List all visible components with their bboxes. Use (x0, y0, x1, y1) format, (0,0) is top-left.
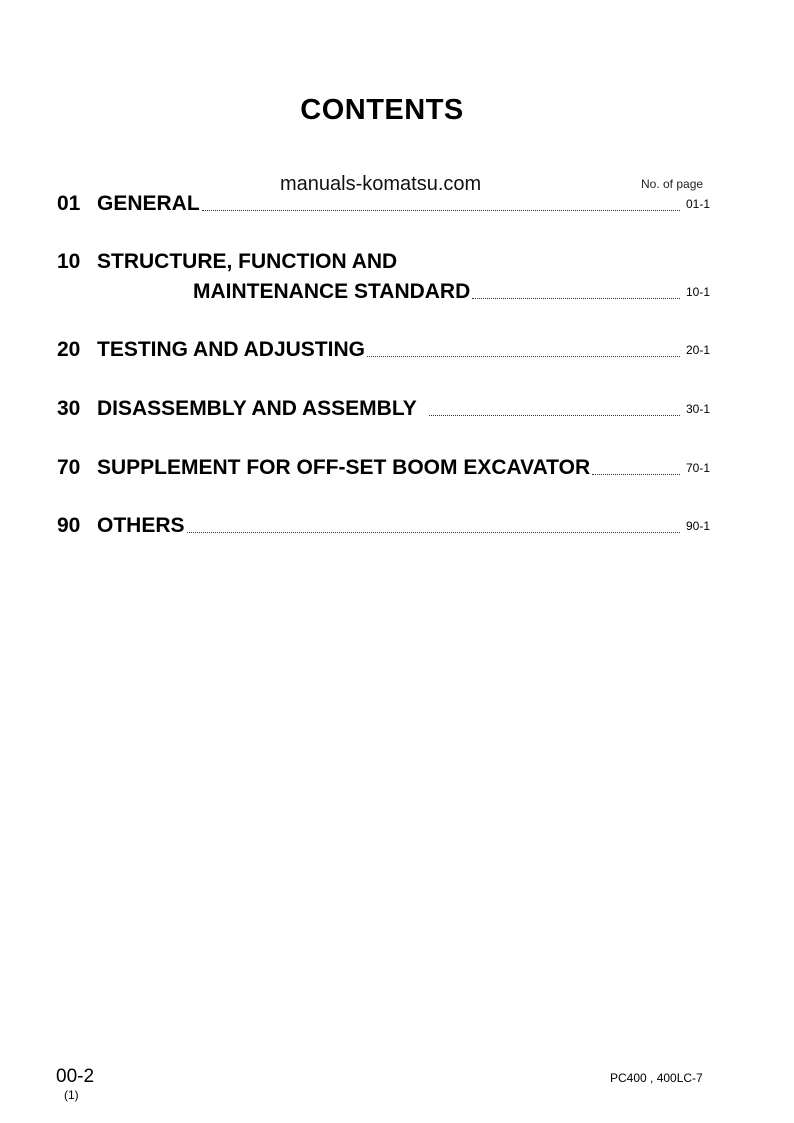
toc-entry-structure[interactable] (57, 278, 710, 306)
toc-title: MAINTENANCE STANDARD (193, 280, 471, 303)
no-of-page-header: No. of page (641, 177, 704, 191)
toc-entry-supplement[interactable] (57, 454, 710, 482)
toc-page-number: 90-1 (685, 519, 710, 533)
page-title: CONTENTS (300, 94, 464, 126)
toc-number: 70 (57, 456, 81, 479)
toc-number: 01 (57, 192, 81, 215)
dot-leader (202, 210, 680, 211)
toc-page-number: 30-1 (685, 402, 710, 416)
toc-page-number: 10-1 (685, 285, 710, 299)
watermark-text: manuals-komatsu.com (280, 173, 482, 195)
footer-page-number: 00-2 (56, 1066, 95, 1087)
dot-leader (472, 298, 680, 299)
toc-number: 30 (57, 397, 81, 420)
toc-entry-structure-line1[interactable] (57, 248, 397, 276)
dot-leader (187, 532, 680, 533)
toc-entry-testing[interactable] (57, 336, 710, 364)
footer-model: PC400 , 400LC-7 (610, 1071, 703, 1085)
toc-page-number: 70-1 (685, 461, 710, 475)
toc-title: TESTING AND ADJUSTING (97, 338, 365, 361)
toc-number: 10 (57, 250, 81, 273)
footer-revision: (1) (64, 1088, 79, 1102)
dot-leader (367, 356, 680, 357)
toc-title: OTHERS (97, 514, 185, 537)
toc-title: GENERAL (97, 192, 200, 215)
toc-page-number: 20-1 (685, 343, 710, 357)
toc-title-line1: STRUCTURE, FUNCTION AND (97, 250, 398, 273)
toc-title: SUPPLEMENT FOR OFF-SET BOOM EXCAVATOR (97, 456, 591, 479)
toc-number: 90 (57, 514, 81, 537)
toc-page-number: 01-1 (685, 197, 710, 211)
dot-leader (592, 474, 680, 475)
toc-entry-others[interactable] (57, 512, 710, 540)
toc-entry-general[interactable] (57, 190, 710, 218)
toc-number: 20 (57, 338, 81, 361)
toc-entry-disassembly[interactable] (57, 395, 710, 423)
dot-leader (429, 415, 680, 416)
toc-title: DISASSEMBLY AND ASSEMBLY (97, 397, 417, 420)
